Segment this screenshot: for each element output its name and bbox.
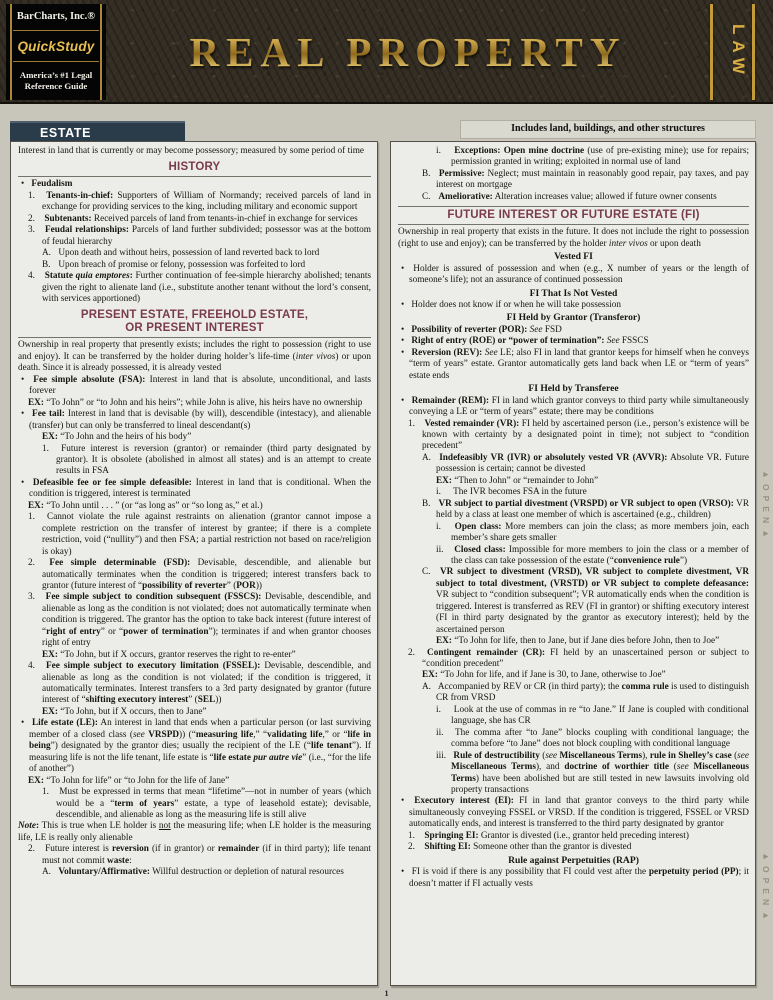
paragraph: Note: This is true when LE holder is not the measuring life; when LE holder is the measuring life, LE is really only alienable xyxy=(18,821,371,843)
brand-divider xyxy=(13,61,99,62)
list-item: B. Permissive: Neglect; must maintain in reasonably good repair, pay taxes, and pay interest on mortgage xyxy=(422,168,750,191)
list-marker: • xyxy=(401,336,405,347)
list-marker: ii. xyxy=(436,544,444,555)
list-marker: • xyxy=(401,324,405,335)
list-item: 2. Shifting EI: Someone other than the grantor is divested xyxy=(408,842,632,853)
list-item: • Life estate (LE): An interest in land that ends when a particular person (or last surviving member of a closed class (see VRSPD)) (“measuring life,” “validating life,” or “life in being”) designated by the grantor dies; usually the recipient of the LE (“life tenant”). If measuring life is not the life tenant, life estate is “life estate pur autre vie” (i.e., “for the life of another”) xyxy=(21,718,372,775)
list-item: EX: “To John for life, and if Jane is 30, to Jane, otherwise to Joe” xyxy=(422,670,666,681)
list-item: • Remainder (REM): FI in land which grantor conveys to third party while simultaneously conveying a LE or “term of years” estate; there may be conditions xyxy=(401,395,749,418)
list-item: • Feudalism xyxy=(21,179,73,190)
list-marker: A. xyxy=(42,867,51,878)
list-marker: C. xyxy=(422,567,431,578)
page-title: REAL PROPERTY xyxy=(118,0,698,104)
list-item: 2. Contingent remainder (CR): FI held by an unascertained person or subject to “condition precedent” xyxy=(408,647,749,670)
list-marker: • xyxy=(401,867,405,878)
list-item: • Possibility of reverter (POR): See FSD xyxy=(401,324,562,335)
list-marker: A. xyxy=(422,681,431,692)
list-marker: • xyxy=(401,263,405,274)
list-item: 3. Feudal relationships: Parcels of land further subdivided; possessor was at the bottom of feudal hierarchy xyxy=(28,225,371,247)
right-column-body xyxy=(398,146,749,890)
list-item: A. Voluntary/Affirmative: Willful destruction or depletion of natural resources xyxy=(42,867,344,878)
paragraph: Ownership in real property that presently exists; includes the right to possession (right to use and enjoy). It can be transferred by the holder during holder’s life-time (inter vivos) or upon death. Since it is already possessed, it is already vested xyxy=(18,340,371,374)
list-marker: • xyxy=(21,409,25,420)
list-marker: ii. xyxy=(436,727,444,738)
sub-heading: Rule against Perpetuities (RAP) xyxy=(508,854,639,866)
list-item: • Executory interest (EI): FI in land that grantor conveys to the third party while simultaneously conveying FSSEL or VRSD. If the condition is triggered, FSSEL or VRSD automatically ends, and interest is transferred to the third party designated by grantor xyxy=(401,796,749,830)
list-marker: 2. xyxy=(408,842,415,853)
list-marker: B. xyxy=(42,259,51,270)
list-marker: EX: xyxy=(42,706,58,717)
list-item: EX: “To John for life, then to Jane, but if Jane dies before John, then to Joe” xyxy=(436,636,720,647)
list-item: 1. Tenants-in-chief: Supporters of William of Normandy; received parcels of land in exchange for providing services to the king, including military and economic support xyxy=(28,190,371,213)
list-item: EX: “To John for life” or “to John for the life of Jane” xyxy=(28,775,230,786)
paragraph: Ownership in real property that exists in the future. It does not include the right to possession (right to use and enjoy); can be transferred by the holder inter vivos or upon death xyxy=(398,227,749,249)
list-item: B. VR subject to partial divestment (VRSPD) or VR subject to open (VRSO): VR held by a class at least one member of which is ascertained (e.g., children) xyxy=(422,498,750,521)
list-item: A. Indefeasibly VR (IVR) or absolutely vested VR (AVVR): Absolute VR. Future possession is certain; cannot be divested xyxy=(422,452,749,475)
list-marker: • xyxy=(401,796,405,807)
list-item: A. Accompanied by REV or CR (in third party); the comma rule is used to distinguish CR from VRSD xyxy=(422,681,749,704)
section-heading: HISTORY xyxy=(18,159,371,177)
list-marker: iii. xyxy=(436,750,447,761)
list-marker: 1. xyxy=(28,190,35,201)
gold-divider-line xyxy=(752,4,755,100)
list-marker: B. xyxy=(422,498,431,509)
list-item: • Holder is assured of possession and when (e.g., X number of years or the length of someone’s life); not an assurance of continued possession xyxy=(401,263,749,286)
list-item: 4. Statute quia emptores: Further continuation of fee-simple hierarchy abolished; tenants given the right to alienate land (i.e., substitute another tenant without the lord’s consent, with services apportioned) xyxy=(28,271,372,304)
list-marker: EX: xyxy=(28,397,44,408)
estate-section-tab: ESTATE xyxy=(10,121,185,142)
list-marker: 2. xyxy=(28,844,35,855)
list-item: ii. Closed class: Impossible for more members to join the class or a member of the class can take possession of the estate (“convenience rule”) xyxy=(436,544,750,566)
open-fold-marker: ►OPEN► xyxy=(761,850,771,926)
includes-note: Includes land, buildings, and other structures xyxy=(460,120,756,139)
list-marker: • xyxy=(21,374,25,385)
list-marker: EX: xyxy=(28,775,44,786)
list-item: i. The IVR becomes FSA in the future xyxy=(436,487,587,498)
list-marker: • xyxy=(401,299,405,310)
list-marker: EX: xyxy=(42,432,58,443)
list-item: • Fee tail: Interest in land that is devisable (by will), descendible (intestacy), and alienable (transfer) but can only be transferred to lineal descendant(s) xyxy=(21,409,371,431)
list-item: ii. The comma after “to Jane” blocks coupling with conditional language; the comma before “to Jane” does not block coupling with conditional language xyxy=(436,727,749,750)
list-item: EX: “To John and the heirs of his body” xyxy=(42,432,192,443)
left-column-panel xyxy=(10,141,378,986)
list-item: • Right of entry (ROE) or “power of termination”: See FSSCS xyxy=(401,336,649,347)
sub-heading: FI That Is Not Vested xyxy=(529,287,618,299)
list-item: • Fee simple absolute (FSA): Interest in land that is absolute, unconditional, and lasts forever xyxy=(21,374,371,397)
list-marker: EX: xyxy=(422,670,438,681)
list-marker: • xyxy=(21,477,25,488)
gold-divider-line xyxy=(710,4,713,100)
list-marker: i. xyxy=(436,521,441,532)
list-marker: 1. xyxy=(408,418,415,429)
list-item: • Reversion (REV): See LE; also FI in land that grantor keeps for himself when he conveys “term of years” estate. Grantor automatically gets land back when LE or “term of years” estate ends xyxy=(401,347,749,381)
list-item: 2. Subtenants: Received parcels of land from tenants-in-chief in exchange for services xyxy=(28,213,358,224)
list-item: 1. Must be expressed in terms that mean “lifetime”—not in number of years (which would be a “term of years” estate, a type of leasehold estate); devisable, descendible, and alienable as long as the measuring life is still alive xyxy=(42,787,372,821)
section-heading: PRESENT ESTATE, FREEHOLD ESTATE, OR PRESENT INTEREST xyxy=(18,307,371,338)
list-item: 4. Fee simple subject to executory limitation (FSSEL): Devisable, descendible, and alienable as long as the condition is not violated; if the condition is triggered, it automatically terminates. Interest transfers to a 3rd party designated by grantor (future interest of “shifting executory interest” (SEL)) xyxy=(28,661,372,706)
list-item: • FI is void if there is any possibility that FI could vest after the perpetuity period (PP); it doesn’t matter if FI actually vests xyxy=(401,867,750,889)
list-item: C. Ameliorative: Alteration increases value; allowed if future owner consents xyxy=(422,191,717,202)
list-item: 1. Springing EI: Grantor is divested (i.e., grantor held preceding interest) xyxy=(408,830,689,841)
brand-panel xyxy=(10,4,102,100)
list-item: i. Exceptions: Open mine doctrine (use of pre-existing mine); use for repairs; permission granted in writing; exploited in normal use of land xyxy=(436,146,750,168)
list-item: i. Look at the use of commas in re “to Jane.” If Jane is coupled with conditional language, she has CR xyxy=(436,704,749,727)
list-marker: A. xyxy=(422,452,431,463)
list-marker: 1. xyxy=(42,443,49,454)
list-marker: EX: xyxy=(436,475,452,486)
list-item: A. Upon death and without heirs, possession of land reverted back to lord xyxy=(42,248,320,259)
list-item: • Holder does not know if or when he will take possession xyxy=(401,299,621,310)
list-marker: i. xyxy=(436,487,441,498)
list-marker: i. xyxy=(436,704,441,715)
list-marker: 4. xyxy=(28,661,35,672)
list-marker: 1. xyxy=(28,512,35,523)
section-heading: FUTURE INTEREST OR FUTURE ESTATE (FI) xyxy=(398,206,749,225)
list-item: C. VR subject to divestment (VRSD), VR subject to complete divestment, VR subject to total divestment, (VRSTD) or VR subject to complete defeasance: VR subject to “condition subsequent”; VR automatically ends when the condition is triggered. Interest is transferred as REV (FI in grantor) or shifting executory interest (FI in third party designated by the grantor as executory interest); held by the ascertained person xyxy=(422,567,749,635)
list-marker: • xyxy=(401,347,405,358)
list-item: 2. Future interest is reversion (if in grantor) or remainder (if in third party); life tenant must not commit waste: xyxy=(28,844,371,866)
list-marker: 4. xyxy=(28,271,35,282)
page-number: 1 xyxy=(384,988,389,998)
open-fold-marker: ►OPEN► xyxy=(761,468,771,544)
list-item: 2. Fee simple determinable (FSD): Devisable, descendible, and alienable but automatically terminates when the condition is triggered; interest transfers back to grantor (future interest of “possibility of reverter” (POR)) xyxy=(28,558,371,591)
right-column-panel xyxy=(390,141,756,986)
list-item: 1. Cannot violate the rule against restraints on alienation (grantor cannot impose a complete restriction on the transfer of interest by grantee; if there is a complete restriction, void (“nullity”) and then FSA; a partial restriction not based on race/religion is okay) xyxy=(28,512,371,557)
list-marker: 2. xyxy=(28,213,35,224)
list-marker: • xyxy=(401,395,405,406)
sub-heading: Vested FI xyxy=(554,251,593,263)
sub-heading: FI Held by Grantor (Transferor) xyxy=(506,312,641,324)
list-item: EX: “To John, but if X occurs, grantor reserves the right to re-enter” xyxy=(42,649,296,660)
list-item: • Defeasible fee or fee simple defeasible: Interest in land that is conditional. When the condition is triggered, interest is terminated xyxy=(21,477,372,500)
list-marker: C. xyxy=(422,191,431,202)
leather-header xyxy=(0,0,773,104)
paragraph: Interest in land that is currently or may become possessory; measured by some period of time xyxy=(18,146,365,156)
list-item: EX: “To John” or “to John and his heirs”; while John is alive, his heirs have no ownership xyxy=(28,397,363,408)
quickstudy-logo: QuickStudy xyxy=(17,38,95,54)
list-item: i. Open class: More members can join the class; as more members join, each member’s share gets smaller xyxy=(436,521,750,544)
law-side-label: LAW xyxy=(729,24,748,80)
list-marker: 1. xyxy=(408,830,415,841)
list-item: EX: “To John until . . . ” (or “as long as” or “so long as,” et al.) xyxy=(28,500,263,511)
list-item: 1. Future interest is reversion (grantor) or remainder (third party designated by grantor). It is obsolete (abolished in almost all states) and is an attempt to create results in FSA xyxy=(42,443,371,477)
list-marker: 2. xyxy=(408,647,415,658)
list-marker: B. xyxy=(422,168,431,179)
brand-name: BarCharts, Inc.® xyxy=(16,11,96,22)
brand-divider xyxy=(13,30,99,31)
list-marker: EX: xyxy=(42,649,58,660)
list-item: 1. Vested remainder (VR): FI held by ascertained person (i.e., person’s existence will be known with certainty by a designated point in time); not subject to “condition precedent” xyxy=(408,418,750,452)
left-column-body xyxy=(18,146,371,879)
list-marker: • xyxy=(21,718,25,729)
list-item: EX: “Then to John” or “remainder to John” xyxy=(436,475,599,486)
list-item: EX: “To John, but if X occurs, then to Jane” xyxy=(42,706,207,717)
list-marker: EX: xyxy=(28,500,44,511)
list-marker: 1. xyxy=(42,787,49,798)
list-marker: 3. xyxy=(28,592,35,603)
list-item: iii. Rule of destructibility (see Miscellaneous Terms), rule in Shelley’s case (see Miscellaneous Terms), and doctrine of worthier title (see Miscellaneous Terms) have been abolished but are still tested in new lawsuits involving old property transactions xyxy=(436,750,749,796)
list-marker: 2. xyxy=(28,558,35,569)
sub-heading: FI Held by Transferee xyxy=(528,383,619,395)
list-marker: EX: xyxy=(436,636,452,647)
list-item: B. Upon breach of promise or felony, possession was forfeited to lord xyxy=(42,259,306,270)
list-marker: • xyxy=(21,179,25,190)
list-marker: A. xyxy=(42,248,51,259)
brand-tagline: America’s #1 Legal Reference Guide xyxy=(19,70,93,91)
list-marker: 3. xyxy=(28,225,35,236)
list-marker: i. xyxy=(436,146,441,156)
list-item: 3. Fee simple subject to condition subsequent (FSSCS): Devisable, descendible, and alienable as long as the condition is not violated; does not automatically terminate when condition is triggered. The grantor has the option to take back interest (future interest of “right of entry” or “power of termination”); terminates if and when grantor chooses right of entry xyxy=(28,592,372,649)
